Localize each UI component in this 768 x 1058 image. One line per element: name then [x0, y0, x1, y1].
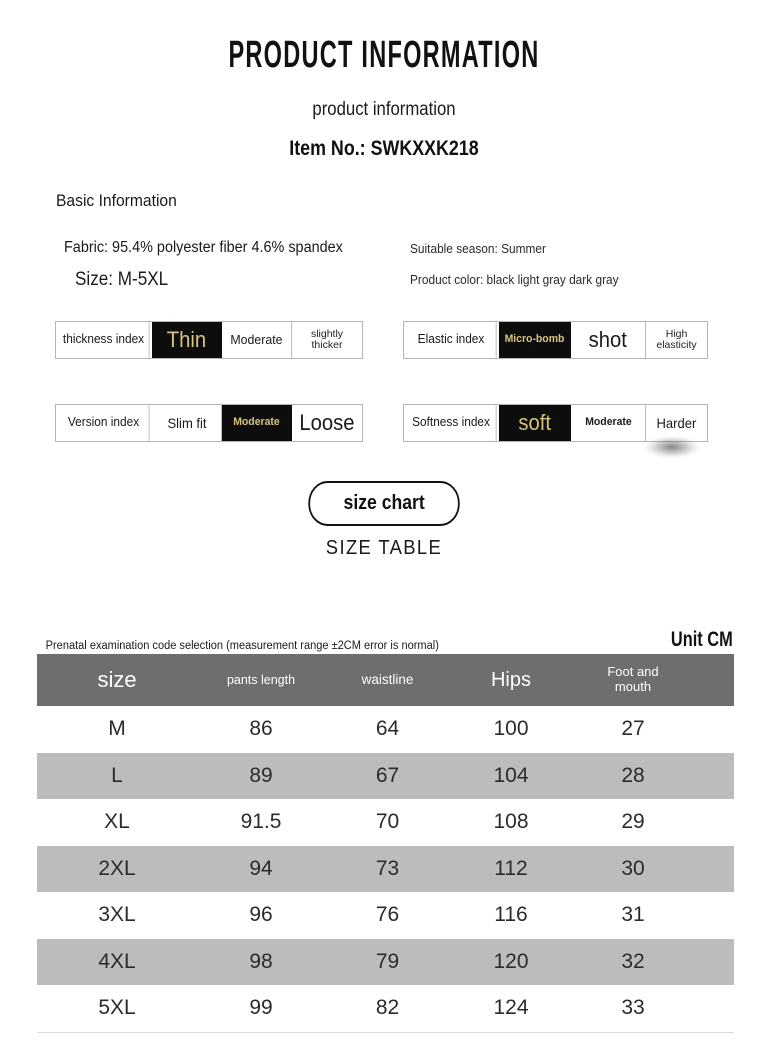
table-row — [37, 846, 734, 893]
cell-size: XL — [37, 799, 197, 846]
table-row — [37, 939, 734, 986]
cell-spacer — [694, 892, 734, 939]
version-option-moderate[interactable] — [222, 405, 292, 441]
column-header-pants-length: pants length — [197, 654, 325, 706]
thickness-index-bar — [55, 321, 363, 359]
cell-size: 2XL — [37, 846, 197, 893]
table-row — [37, 985, 734, 1032]
table-row — [37, 892, 734, 939]
measurement-note: Prenatal examination code selection (measurement range ±2CM error is normal) — [45, 640, 439, 652]
version-index-bar — [55, 404, 363, 442]
elastic-option-high-elasticity[interactable] — [646, 322, 707, 358]
cell-pants: 94 — [197, 846, 325, 893]
elastic-index-bar — [403, 321, 708, 359]
cell-spacer — [694, 939, 734, 986]
size-table — [37, 654, 734, 1032]
size-table-note-row — [37, 624, 734, 654]
cell-waistline: 76 — [325, 892, 450, 939]
cell-foot: 33 — [572, 985, 694, 1032]
basic-information-heading: Basic Information — [56, 191, 177, 210]
version-option-loose[interactable] — [292, 405, 362, 441]
version-index-label: Version index — [58, 405, 149, 441]
cell-hips: 112 — [450, 846, 572, 893]
elastic-option-micro-bomb-label: Micro-bomb — [504, 333, 565, 346]
version-option-loose-label: Loose — [299, 410, 355, 436]
elastic-option-high-elasticity-line1: High — [665, 327, 688, 340]
item-number: Item No.: SWKXXK218 — [289, 137, 479, 160]
cell-size: 4XL — [37, 939, 197, 986]
size-table-heading: SIZE TABLE — [325, 537, 443, 559]
cell-pants: 86 — [197, 706, 325, 753]
cell-hips: 108 — [450, 799, 572, 846]
column-header-size: size — [37, 654, 197, 706]
cell-hips: 100 — [450, 706, 572, 753]
softness-index-label: Softness index — [406, 405, 496, 441]
cell-foot: 27 — [572, 706, 694, 753]
cell-waistline: 79 — [325, 939, 450, 986]
cell-waistline: 64 — [325, 706, 450, 753]
season-text: Suitable season: Summer — [410, 242, 546, 256]
cell-spacer — [694, 799, 734, 846]
basic-information-grid — [0, 231, 768, 303]
cell-foot: 28 — [572, 753, 694, 800]
elastic-option-shot[interactable] — [571, 322, 646, 358]
size-table-section — [37, 624, 734, 1034]
column-header-waistline: waistline — [325, 654, 450, 706]
column-header-foot-and-mouth — [572, 654, 694, 706]
cell-hips: 104 — [450, 753, 572, 800]
cell-foot: 30 — [572, 846, 694, 893]
cell-size: M — [37, 706, 197, 753]
size-table-body — [37, 706, 734, 1032]
thickness-option-moderate-label: Moderate — [230, 332, 283, 348]
elastic-option-shot-label: shot — [588, 327, 628, 353]
fabric-text: Fabric: 95.4% polyester fiber 4.6% spandex — [64, 239, 343, 256]
softness-option-moderate[interactable] — [571, 405, 646, 441]
column-header-hips: Hips — [450, 654, 572, 706]
elastic-option-micro-bomb[interactable] — [499, 322, 571, 358]
cell-waistline: 67 — [325, 753, 450, 800]
table-bottom-divider — [37, 1032, 734, 1034]
size-chart-button-wrap — [0, 481, 768, 526]
cell-size: L — [37, 753, 197, 800]
cell-pants: 99 — [197, 985, 325, 1032]
cell-waistline: 70 — [325, 799, 450, 846]
version-option-moderate-label: Moderate — [233, 416, 280, 429]
cell-size: 5XL — [37, 985, 197, 1032]
cell-foot: 32 — [572, 939, 694, 986]
softness-index-bar — [403, 404, 708, 442]
cell-spacer — [694, 846, 734, 893]
table-row — [37, 706, 734, 753]
cell-pants: 89 — [197, 753, 325, 800]
softness-option-moderate-label: Moderate — [584, 416, 632, 429]
cell-waistline: 73 — [325, 846, 450, 893]
thickness-option-slightly-thicker[interactable] — [292, 322, 362, 358]
version-option-slim-fit-label: Slim fit — [166, 414, 207, 431]
thickness-index-label: thickness index — [58, 322, 149, 358]
elastic-option-high-elasticity-line2: elasticity — [656, 339, 697, 351]
thickness-option-thin-label: Thin — [166, 327, 207, 353]
unit-label: Unit CM — [670, 628, 733, 651]
cell-foot: 31 — [572, 892, 694, 939]
size-chart-button[interactable]: size chart — [308, 481, 460, 526]
thickness-option-slightly-thicker-line1: slightly — [310, 327, 344, 340]
cell-pants: 91.5 — [197, 799, 325, 846]
cell-hips: 124 — [450, 985, 572, 1032]
cell-hips: 116 — [450, 892, 572, 939]
version-option-slim-fit[interactable] — [152, 405, 222, 441]
thickness-option-moderate[interactable] — [222, 322, 292, 358]
table-row — [37, 753, 734, 800]
cell-waistline: 82 — [325, 985, 450, 1032]
cell-pants: 98 — [197, 939, 325, 986]
softness-option-harder[interactable] — [646, 405, 707, 441]
cell-hips: 120 — [450, 939, 572, 986]
cell-spacer — [694, 706, 734, 753]
size-table-header-row — [37, 654, 734, 706]
cell-pants: 96 — [197, 892, 325, 939]
index-bars-section — [0, 317, 768, 467]
column-header-foot-line2: mouth — [614, 679, 652, 694]
page-subtitle: product information — [312, 99, 456, 120]
elastic-index-label: Elastic index — [406, 322, 496, 358]
size-table-header — [37, 654, 734, 706]
cell-size: 3XL — [37, 892, 197, 939]
cell-spacer — [694, 985, 734, 1032]
thickness-option-thin[interactable] — [152, 322, 222, 358]
column-header-foot-line1: Foot and — [607, 664, 659, 680]
softness-option-harder-label: Harder — [656, 414, 697, 431]
column-header-spacer — [694, 654, 734, 706]
size-range-text: Size: M-5XL — [75, 269, 169, 290]
table-row — [37, 799, 734, 846]
page-title: PRODUCT INFORMATION — [228, 34, 540, 76]
color-text: Product color: black light gray dark gray — [410, 273, 619, 287]
softness-option-soft-label: soft — [518, 410, 551, 436]
cell-spacer — [694, 753, 734, 800]
cell-foot: 29 — [572, 799, 694, 846]
softness-option-soft[interactable] — [499, 405, 571, 441]
thickness-option-slightly-thicker-line2: thicker — [311, 339, 343, 351]
